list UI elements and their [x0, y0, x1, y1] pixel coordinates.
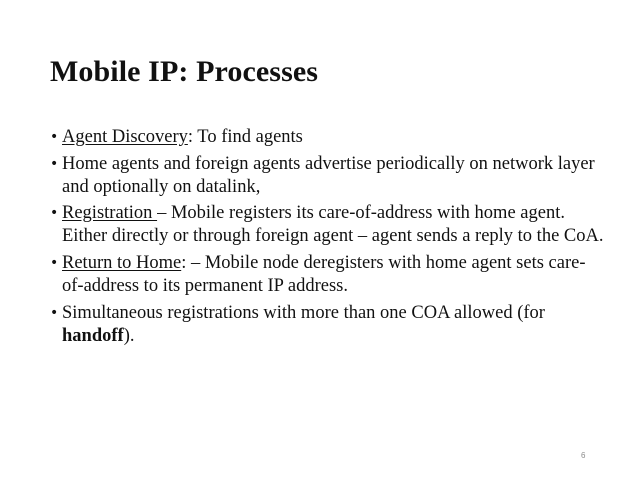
- bullet-strong-text: handoff: [62, 326, 124, 346]
- bullet-simultaneous-registrations: [50, 302, 610, 348]
- bullet-text: Home agents and foreign agents advertise periodically on network layer and optionally on datalink,: [62, 154, 595, 197]
- bullet-point-icon: •: [50, 305, 59, 321]
- bullet-agent-discovery: [50, 126, 610, 149]
- bullet-term: Agent Discovery: [62, 127, 188, 147]
- bullet-point-icon: •: [50, 205, 59, 221]
- bullet-text-end: ).: [123, 326, 135, 346]
- bullet-return-to-home: [50, 252, 610, 298]
- bullet-point-icon: •: [50, 255, 59, 271]
- bullet-text: – Mobile registers its care-of-address with home agent. Either directly or through foreign agent – agent sends a reply to the CoA.: [62, 203, 604, 246]
- bullet-text: : To find agents: [187, 127, 303, 147]
- bullet-list: [50, 126, 610, 352]
- bullet-advertise: [50, 153, 610, 199]
- bullet-term: Registration: [62, 203, 158, 223]
- bullet-registration: [50, 202, 610, 248]
- bullet-text: Simultaneous registrations with more than one COA allowed (for: [62, 303, 545, 323]
- page-number: 6: [581, 451, 586, 460]
- bullet-text: : – Mobile node deregisters with home agent sets care- of-address to its permanent IP address.: [62, 253, 586, 296]
- slide-title: Mobile IP: Processes: [50, 55, 319, 88]
- bullet-term: Return to Home: [62, 253, 182, 273]
- bullet-point-icon: •: [50, 129, 59, 145]
- bullet-point-icon: •: [50, 156, 59, 172]
